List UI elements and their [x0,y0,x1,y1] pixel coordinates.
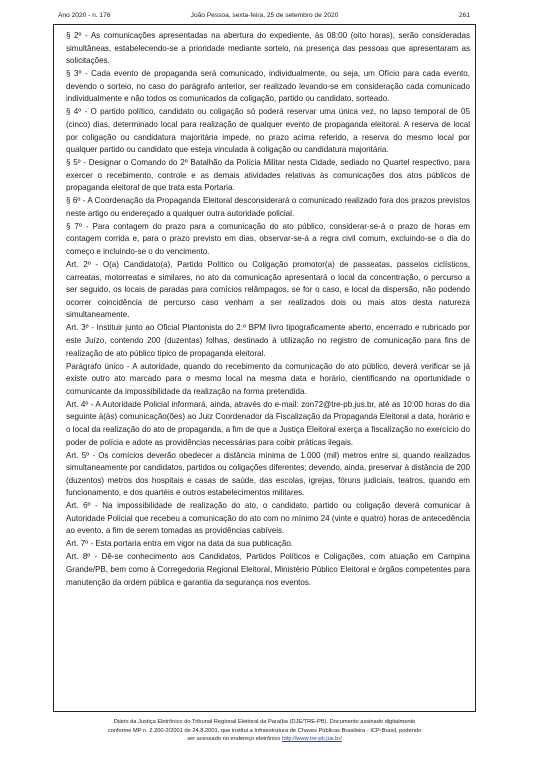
tre-pb-link[interactable]: http://www.tre-pb.jus.br/ [282,736,342,742]
location-date: João Pessoa, sexta-feira, 25 de setembro de 2020 [190,12,339,19]
footer-line: Diário da Justiça Eletrônico do Tribunal Regional Eleitoral da Paraíba (DJE/TRE-PB). Documento assinado digitalmente [113,719,416,725]
paragraph: Art. 3º - Instituir junto ao Oficial Plantonista do 2.º BPM livro tipograficamente aberto, encerrado e rubricado por este Juízo, contendo 200 (duzentas) folhas, destinado à utilização no registro de comunicação para fins de realização de ato público típico de propaganda eleitoral. [66,323,470,358]
paragraph: Art. 8º - Dê-se conhecimento aos Candidatos, Partidos Políticos e Coligações, com atuação em Campina Grande/PB, bem como à Corregedoria Regional Eleitoral, Ministério Público Eleitoral e órgãos competentes para manutenção da ordem pública e garantia da segurança nos eventos. [66,552,470,587]
footer-line-prefix: ser acessado no endereço eletrônico [187,736,283,742]
paragraph: Art. 7º - Esta portaria entra em vigor na data da sua publicação. [66,539,294,549]
paragraph: Parágrafo único - A autoridade, quando do recebimento da comunicação do ato público, deverá verificar se já existe outro ato marcado para o mesmo local na mesma data e horário, cientificando na oportunidade o comunicante da impossibilidade da realização na forma pretendida. [66,361,470,396]
paragraph: § 7º - Para contagem do prazo para a comunicação do ato público, considerar-se-á o prazo de horas em contagem corrida e, para o prazo previsto em dias, observar-se-á a regra civil comum, excluindo-se o dia do começo e incluindo-se o do vencimento. [66,221,470,257]
footer-line: conforme MP n. 2.200-2/2001 de 24.8.2001, que institui a Infraestrutura de Chaves Públicas Brasileira - ICP-Brasil, podendo [107,727,422,734]
paragraph: Art. 6º - Na impossibilidade de realização do ato, o candidato, partido ou coligação deverá comunicar à Autoridade Policial que recebeu a comunicação do ato com no mínimo 24 (vinte e quatro) horas de antecedência ao evento, a fim de serem tomadas as providências cabíveis. [66,501,470,536]
paragraph: § 6º - A Coordenação da Propaganda Eleitoral desconsiderará o comunicado realizado fora dos prazos previstos neste artigo ou endereçado a qualquer outra autoridade policial. [66,196,470,218]
page-header [53,9,476,23]
footer-line [53,735,476,744]
paragraph: Art. 5º - Os comícios deverão obedecer a distância mínima de 1.000 (mil) metros entre si, quando realizados simultaneamente por candidatos, partidos ou coligações diferentes; devendo, ainda, preservar à distância de 200 (duzentos) metros dos hospitais e casas de saúde, das escolas, igrejas, fóruns judiciais, teatros, quando em funcionamento, e dos quartéis e outros estabelecimentos militares. [66,450,470,498]
page-footer [53,718,476,744]
paragraph: § 2º - As comunicações apresentadas na abertura do expediente, às 08:00 (oito horas), serão consideradas simultâneas, estabelecendo-se a prioridade mediante sorteio, na presença das pessoas que apresentaram as solicitações. [66,31,470,66]
paragraph: Art. 4º - A Autoridade Policial informará, ainda, através do e-mail: zon72@tre-pb.jus.br, até as 10:00 horas do dia seguinte à(às) comunicação(ões) ao Juiz Coordenador da Fiscalização da Propaganda Eleitoral a data, horário e o local da realização do ato de propaganda, a fim de que a Justiça Eleitoral exerça a fiscalização no exercício do poder de polícia e adote as providências necessárias para coibir práticas ilegais. [66,399,470,447]
paragraph: § 4º - O partido político, candidato ou coligação só poderá reservar uma única vez, no lapso temporal de 05 (cinco) dias, determinado local para realização de qualquer evento de propaganda eleitoral. A reserva de local por coligação ou candidatura majoritária impede, no prazo acima referido, a reserva do mesmo local por qualquer partido ou candidato que esteja vinculada à coligação ou candidatura majoritária. [66,107,470,155]
page-number: 261 [458,12,470,19]
edition-label: Ano 2020 - n. 176 [58,12,111,19]
paragraph: § 5º - Designar o Comando do 2º Batalhão da Polícia Militar nesta Cidade, sediado no Quartel respectivo, para exercer o recebimento, controle e as demais atividades relativas às comunicações dos atos públicos de propaganda eleitoral de que trata esta Portaria. [66,158,470,193]
paragraph: § 3º - Cada evento de propaganda será comunicado, individualmente, ou seja, um Ofício para cada evento, devendo o sorteio, no caso do parágrafo anterior, ser realizado levando-se em consideração cada comunicado individualmente e não todos os comunicados da coligação, partido ou candidato, sorteado. [66,69,470,104]
paragraph: Art. 2º - O(a) Candidato(a), Partido Político ou Coligação promotor(a) de passeatas, passeios ciclísticos, carreatas, motorreatas e similares, no ato da comunicação apresentará o local da concentração, o percurso a ser seguido, os locais de paradas para comícios relâmpagos, se for o caso, e local da dispersão, não podendo ocorrer coincidência de percurso caso venham a ser realizados dois ou mais atos desta natureza simultaneamente. [66,260,470,320]
document-body [66,30,470,590]
